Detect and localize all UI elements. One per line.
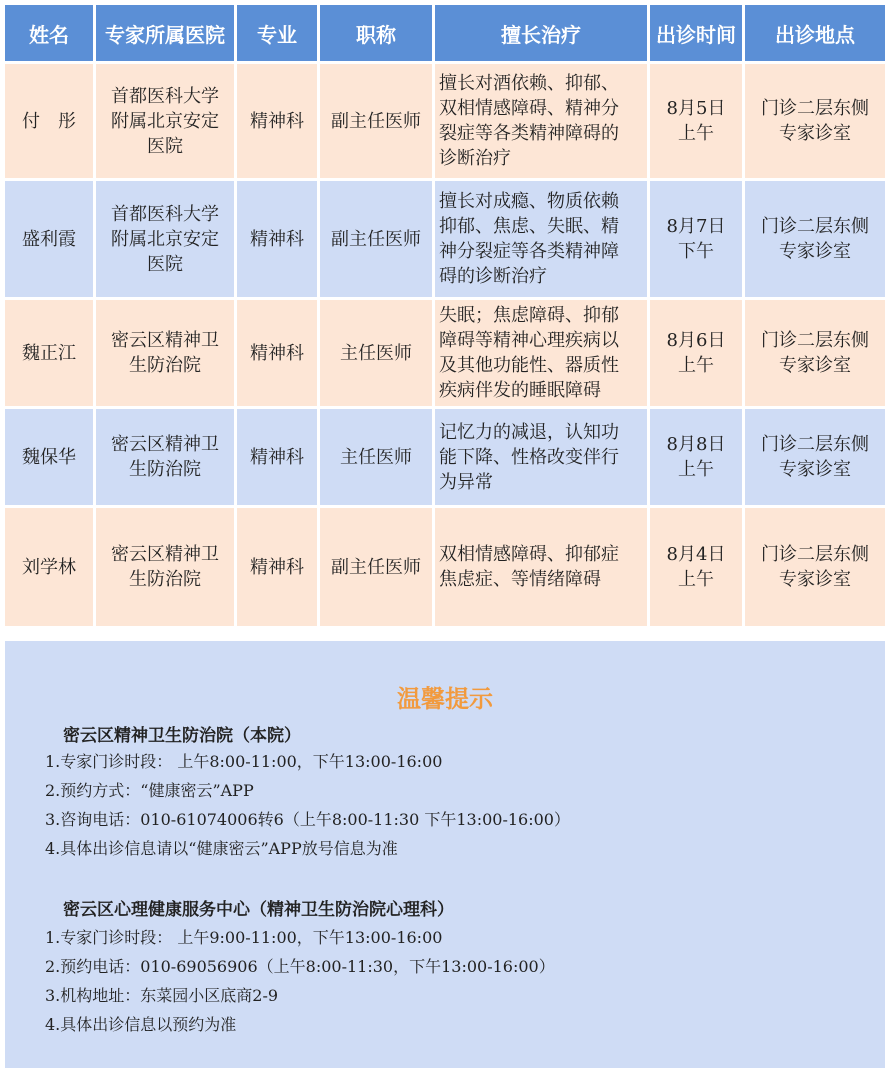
cell-time bbox=[650, 64, 742, 178]
hospital-line: 密云区精神卫 bbox=[111, 434, 219, 455]
expert-schedule-table bbox=[2, 2, 888, 629]
specialty-line: 碍的诊断治疗 bbox=[439, 266, 547, 287]
specialty-line: 记忆力的减退，认知功 bbox=[439, 421, 619, 443]
cell-title: 副主任医师 bbox=[320, 508, 432, 626]
tips-title: 温馨提示 bbox=[397, 685, 493, 713]
specialty-line: 诊断治疗 bbox=[439, 148, 511, 169]
cell-hospital bbox=[96, 409, 234, 505]
cell-name: 刘学林 bbox=[5, 508, 93, 626]
cell-name: 付 彤 bbox=[5, 64, 93, 178]
specialty-line: 为异常 bbox=[439, 471, 493, 493]
cell-place bbox=[745, 300, 885, 406]
table-row bbox=[5, 409, 885, 505]
cell-hospital bbox=[96, 300, 234, 406]
cell-specialty bbox=[435, 64, 647, 178]
cell-title: 主任医师 bbox=[320, 409, 432, 505]
cell-dept: 精神科 bbox=[237, 300, 317, 406]
hospital-line: 生防治院 bbox=[129, 355, 201, 376]
table-row bbox=[5, 508, 885, 626]
table-row bbox=[5, 181, 885, 297]
specialty-line: 能下降、性格改变伴行 bbox=[439, 446, 619, 468]
cell-dept: 精神科 bbox=[237, 64, 317, 178]
table-header-row bbox=[5, 5, 885, 61]
org2-line: 3.机构地址：东菜园小区底商2-9 bbox=[45, 986, 279, 1005]
cell-place bbox=[745, 181, 885, 297]
header-time: 出诊时间 bbox=[650, 5, 742, 61]
place-line: 门诊二层东侧 bbox=[761, 98, 869, 119]
cell-time bbox=[650, 409, 742, 505]
hospital-line: 密云区精神卫 bbox=[111, 544, 219, 565]
cell-dept: 精神科 bbox=[237, 508, 317, 626]
cell-dept: 精神科 bbox=[237, 409, 317, 505]
specialty-line: 擅长对成瘾、物质依赖 bbox=[439, 191, 619, 212]
time-period: 上午 bbox=[678, 459, 714, 480]
time-period: 上午 bbox=[678, 355, 714, 376]
place-line: 门诊二层东侧 bbox=[761, 216, 869, 237]
time-date: 8月4日 bbox=[666, 544, 726, 565]
org1-line: 2.预约方式：“健康密云”APP bbox=[45, 781, 254, 800]
header-hospital: 专家所属医院 bbox=[96, 5, 234, 61]
cell-specialty bbox=[435, 181, 647, 297]
specialty-line: 神分裂症等各类精神障 bbox=[439, 241, 619, 262]
header-name: 姓名 bbox=[5, 5, 93, 61]
table-row bbox=[5, 300, 885, 406]
hospital-line: 首都医科大学 bbox=[111, 203, 219, 225]
place-line: 专家诊室 bbox=[779, 569, 851, 590]
time-period: 上午 bbox=[678, 569, 714, 590]
org1-line: 1.专家门诊时段： 上午8:00-11:00，下午13:00-16:00 bbox=[45, 752, 443, 771]
org1-line: 3.咨询电话：010-61074006转6（上午8:00-11:30 下午13:00-16:00） bbox=[45, 810, 570, 829]
cell-place bbox=[745, 64, 885, 178]
time-date: 8月7日 bbox=[666, 216, 726, 237]
time-date: 8月5日 bbox=[666, 98, 726, 119]
place-line: 专家诊室 bbox=[779, 459, 851, 480]
specialty-line: 及其他功能性、器质性 bbox=[439, 355, 619, 376]
cell-name: 盛利霞 bbox=[5, 181, 93, 297]
specialty-line: 疾病伴发的睡眠障碍 bbox=[439, 380, 601, 401]
cell-time bbox=[650, 300, 742, 406]
hospital-line: 附属北京安定 bbox=[111, 228, 219, 250]
header-dept: 专业 bbox=[237, 5, 317, 61]
cell-place bbox=[745, 508, 885, 626]
cell-title: 副主任医师 bbox=[320, 181, 432, 297]
org2-line: 4.具体出诊信息以预约为准 bbox=[45, 1015, 237, 1034]
cell-title: 副主任医师 bbox=[320, 64, 432, 178]
cell-dept: 精神科 bbox=[237, 181, 317, 297]
specialty-line: 擅长对酒依赖、抑郁、 bbox=[439, 73, 619, 94]
header-title: 职称 bbox=[320, 5, 432, 61]
hospital-line: 首都医科大学 bbox=[111, 85, 219, 107]
header-place: 出诊地点 bbox=[745, 5, 885, 61]
place-line: 门诊二层东侧 bbox=[761, 330, 869, 351]
specialty-line: 抑郁、焦虑、失眠、精 bbox=[439, 216, 619, 237]
org2-line: 2.预约电话：010-69056906（上午8:00-11:30，下午13:00-16:00） bbox=[45, 957, 555, 976]
specialty-line: 裂症等各类精神障碍的 bbox=[439, 123, 619, 144]
hospital-line: 生防治院 bbox=[129, 459, 201, 480]
cell-specialty bbox=[435, 409, 647, 505]
cell-place bbox=[745, 409, 885, 505]
tips-panel bbox=[5, 641, 885, 1068]
cell-specialty bbox=[435, 508, 647, 626]
specialty-line: 双相情感障碍、精神分 bbox=[439, 98, 619, 119]
specialty-line: 双相情感障碍、抑郁症 bbox=[439, 544, 619, 565]
cell-time bbox=[650, 508, 742, 626]
place-line: 专家诊室 bbox=[779, 355, 851, 376]
org1-line: 4.具体出诊信息请以“健康密云”APP放号信息为准 bbox=[45, 839, 398, 858]
cell-hospital bbox=[96, 508, 234, 626]
hospital-line: 附属北京安定 bbox=[111, 110, 219, 132]
specialty-line: 失眠；焦虑障碍、抑郁 bbox=[439, 305, 619, 326]
hospital-line: 生防治院 bbox=[129, 569, 201, 590]
time-period: 下午 bbox=[678, 241, 714, 262]
header-specialty: 擅长治疗 bbox=[435, 5, 647, 61]
place-line: 专家诊室 bbox=[779, 123, 851, 144]
place-line: 门诊二层东侧 bbox=[761, 434, 869, 455]
org2-line: 1.专家门诊时段： 上午9:00-11:00，下午13:00-16:00 bbox=[45, 928, 443, 947]
cell-hospital bbox=[96, 64, 234, 178]
hospital-line: 密云区精神卫 bbox=[111, 330, 219, 351]
cell-title: 主任医师 bbox=[320, 300, 432, 406]
specialty-line: 障碍等精神心理疾病以 bbox=[439, 330, 619, 351]
specialty-line: 焦虑症、等情绪障碍 bbox=[439, 569, 601, 590]
cell-specialty bbox=[435, 300, 647, 406]
cell-name: 魏正江 bbox=[5, 300, 93, 406]
hospital-line: 医院 bbox=[147, 253, 183, 275]
org1-name: 密云区精神卫生防治院（本院） bbox=[63, 726, 301, 746]
cell-name: 魏保华 bbox=[5, 409, 93, 505]
cell-hospital bbox=[96, 181, 234, 297]
time-date: 8月6日 bbox=[666, 330, 726, 351]
org2-name: 密云区心理健康服务中心（精神卫生防治院心理科） bbox=[63, 900, 454, 920]
place-line: 专家诊室 bbox=[779, 241, 851, 262]
cell-time bbox=[650, 181, 742, 297]
hospital-line: 医院 bbox=[147, 135, 183, 157]
time-date: 8月8日 bbox=[666, 434, 726, 455]
table-row bbox=[5, 64, 885, 178]
time-period: 上午 bbox=[678, 123, 714, 144]
place-line: 门诊二层东侧 bbox=[761, 544, 869, 565]
